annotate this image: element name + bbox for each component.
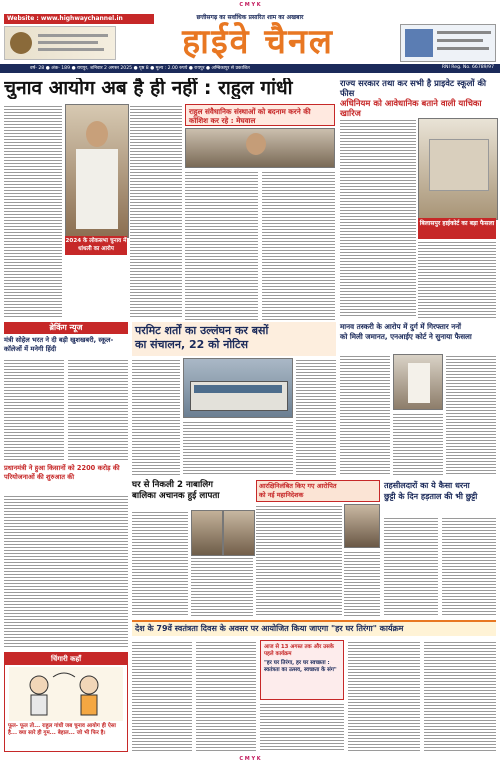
lead-photo-caption: 2024 के लोकसभा चुनाव में धांधली का आरोप [65,236,127,255]
bottom-headline-bar [132,620,496,636]
highcourt-photo [418,118,498,220]
police-body-column-2 [344,550,380,616]
meghwal-body-column-1 [185,170,258,320]
girl-photo-1 [191,510,223,556]
bottom-headline: देश के 79वें स्वतंत्रता दिवस के अवसर पर आयोजित किया जाएगा "हर घर तिरंगा" कार्यक्रम [135,624,404,633]
right-top-headline-block [340,78,496,118]
tehsil-headline-1: तहसीलदारों का ये कैसा धरना [384,481,470,490]
police-body-column-1 [256,504,342,616]
bottom-body-column-2 [196,640,256,752]
girls-body-column-1 [132,510,188,616]
right-top-headline-1: राज्य सरकार तथा कर सभी है प्राइवेट स्कूलों की फीस [340,78,487,98]
tehsil-headline-block [384,480,496,514]
durg-headline-block [340,322,496,352]
police-headline-block [256,480,380,502]
meghwal-headline: राहुल संवैधानिक संस्थाओं को बदनाम करने की कोशिश कर रहे : मेघवाल [189,107,311,125]
tehsil-headline-2: छुट्टी के दिन हड़ताल की भी छुट्टी [384,492,478,501]
right-top-caption: बिलासपुर हाईकोर्ट का बड़ा फैसला [418,218,496,239]
durg-body-column-1 [340,354,390,476]
right-top-headline-2: अधिनियम को आवेधानिक बताने वाली याचिका खारिज [340,98,482,118]
bottom-quote-1: आज से 13 अगस्त तक और उसके पहले कार्यक्रम [264,644,334,657]
lead-headline: चुनाव आयोग अब है ही नहीं : राहुल गांधी [4,78,293,99]
website-banner: Website : www.highwaychannel.in [4,14,154,24]
bottom-quote-box [260,640,344,700]
bus-photo [183,358,293,418]
bottom-body-column-1 [132,640,192,752]
girls-headline-2: बालिका अचानक हुई लापता [132,491,220,501]
bus-body-column-3 [296,358,336,476]
breaking-news-title: ब्रेकिंग न्यूज [4,322,128,334]
cmyk-top-mark: C M Y K [239,2,261,8]
girls-body-column-2 [191,556,253,616]
dateline: वर्ष- 28 ● अंक- 189 ● रायपुर, शनिवार 2 अगस्त 2025 ● पृष्ठ 8 ● मूल्य : 2.00 रुपये ● रायपुर ● अम्बिकापुर से प्रकाशित [30,66,250,71]
tehsil-body-column-1 [384,516,438,616]
durg-headline-1: मानव तस्करी के आरोप में दुर्ग में गिरफ्तार ननों [340,322,462,331]
girls-headline-block [132,480,252,508]
bus-body-column-2 [183,420,293,476]
cartoon-caption: फूल- फूल तो... राहुल गांधी जब चुनाव आयोग ही ऐसा है... क्या सारे ही गुम... बेहाल... जो भी फिर है। [8,723,116,736]
meghwal-photo [185,128,335,168]
meghwal-headline-box [185,104,335,126]
rahul-gandhi-photo [65,104,129,238]
right-top-photo-block [418,118,496,238]
right-ear-ad [400,24,496,62]
tehsil-body-column-2 [442,516,496,616]
officer-photo [344,504,380,548]
police-headline-2: को नई महानिदेशक [259,491,304,499]
bus-headline-block [132,322,336,356]
bus-headline-2: का संचालन, 22 को नोटिस [135,338,249,351]
masthead-logo: हाईवे चैनल [182,22,334,62]
lead-body-column-3 [130,104,182,319]
lead-body-column-1 [4,104,62,319]
breaking-news-subhead: मंत्री सोहेल भरत ने दी बड़ी खुशखबरी, स्कूल-कॉलेजों में मनेगी हिंदी [4,336,114,353]
durg-body-column-3 [446,354,496,476]
nuns-photo [393,354,443,410]
tagline: छत्तीसगढ़ का सर्वाधिक प्रसारित शाम का अखबार [196,14,304,21]
bottom-body-column-5 [424,640,496,752]
police-headline-1: आरक्षिनिलंबित किए गए आरोपित [259,482,337,490]
pm-projects-body [4,494,128,649]
cartoon-drawing [9,667,123,721]
girls-photos [191,510,253,554]
cartoon-title: चिंगारी कहाँ [5,653,127,665]
durg-body-column-2 [393,412,443,476]
dateline-bar [0,64,500,73]
girls-headline-1: घर से निकली 2 नाबालिग [132,480,214,490]
meghwal-body-column-2 [262,170,335,320]
girl-photo-2 [223,510,255,556]
bus-headline-1: परमिट शर्तों का उल्लंघन कर बसों [135,324,269,337]
right-top-body-column-2 [418,240,496,318]
lead-photo-block [65,104,127,254]
durg-headline-2: को मिली जमानत, एनआईए कोर्ट ने सुनाया फैसला [340,332,472,341]
brief-body-column-1 [4,358,64,462]
pm-projects-headline: प्रधानमंत्री ने हुआ किसानों को 2200 करोड़ की परियोजनाओं की शुरुआत की [4,464,120,481]
cmyk-bottom-mark: C M Y K [239,756,261,762]
right-top-body-column-1 [340,118,416,318]
left-ear-ad [4,26,116,60]
bottom-body-column-3 [260,702,344,752]
masthead-logo-area [118,22,398,62]
bottom-body-column-4 [348,640,420,752]
bus-body-column-1 [132,358,180,476]
brief-body-column-2 [68,358,128,462]
registration-number: RNI Reg. No. 66789/97 [441,65,494,70]
cartoon-block [4,652,128,752]
bottom-quote-2: "हर घर तिरंगा, हर घर स्वच्छता : स्वतंत्रता का उत्सव, स्वच्छता के संग" [264,660,337,673]
